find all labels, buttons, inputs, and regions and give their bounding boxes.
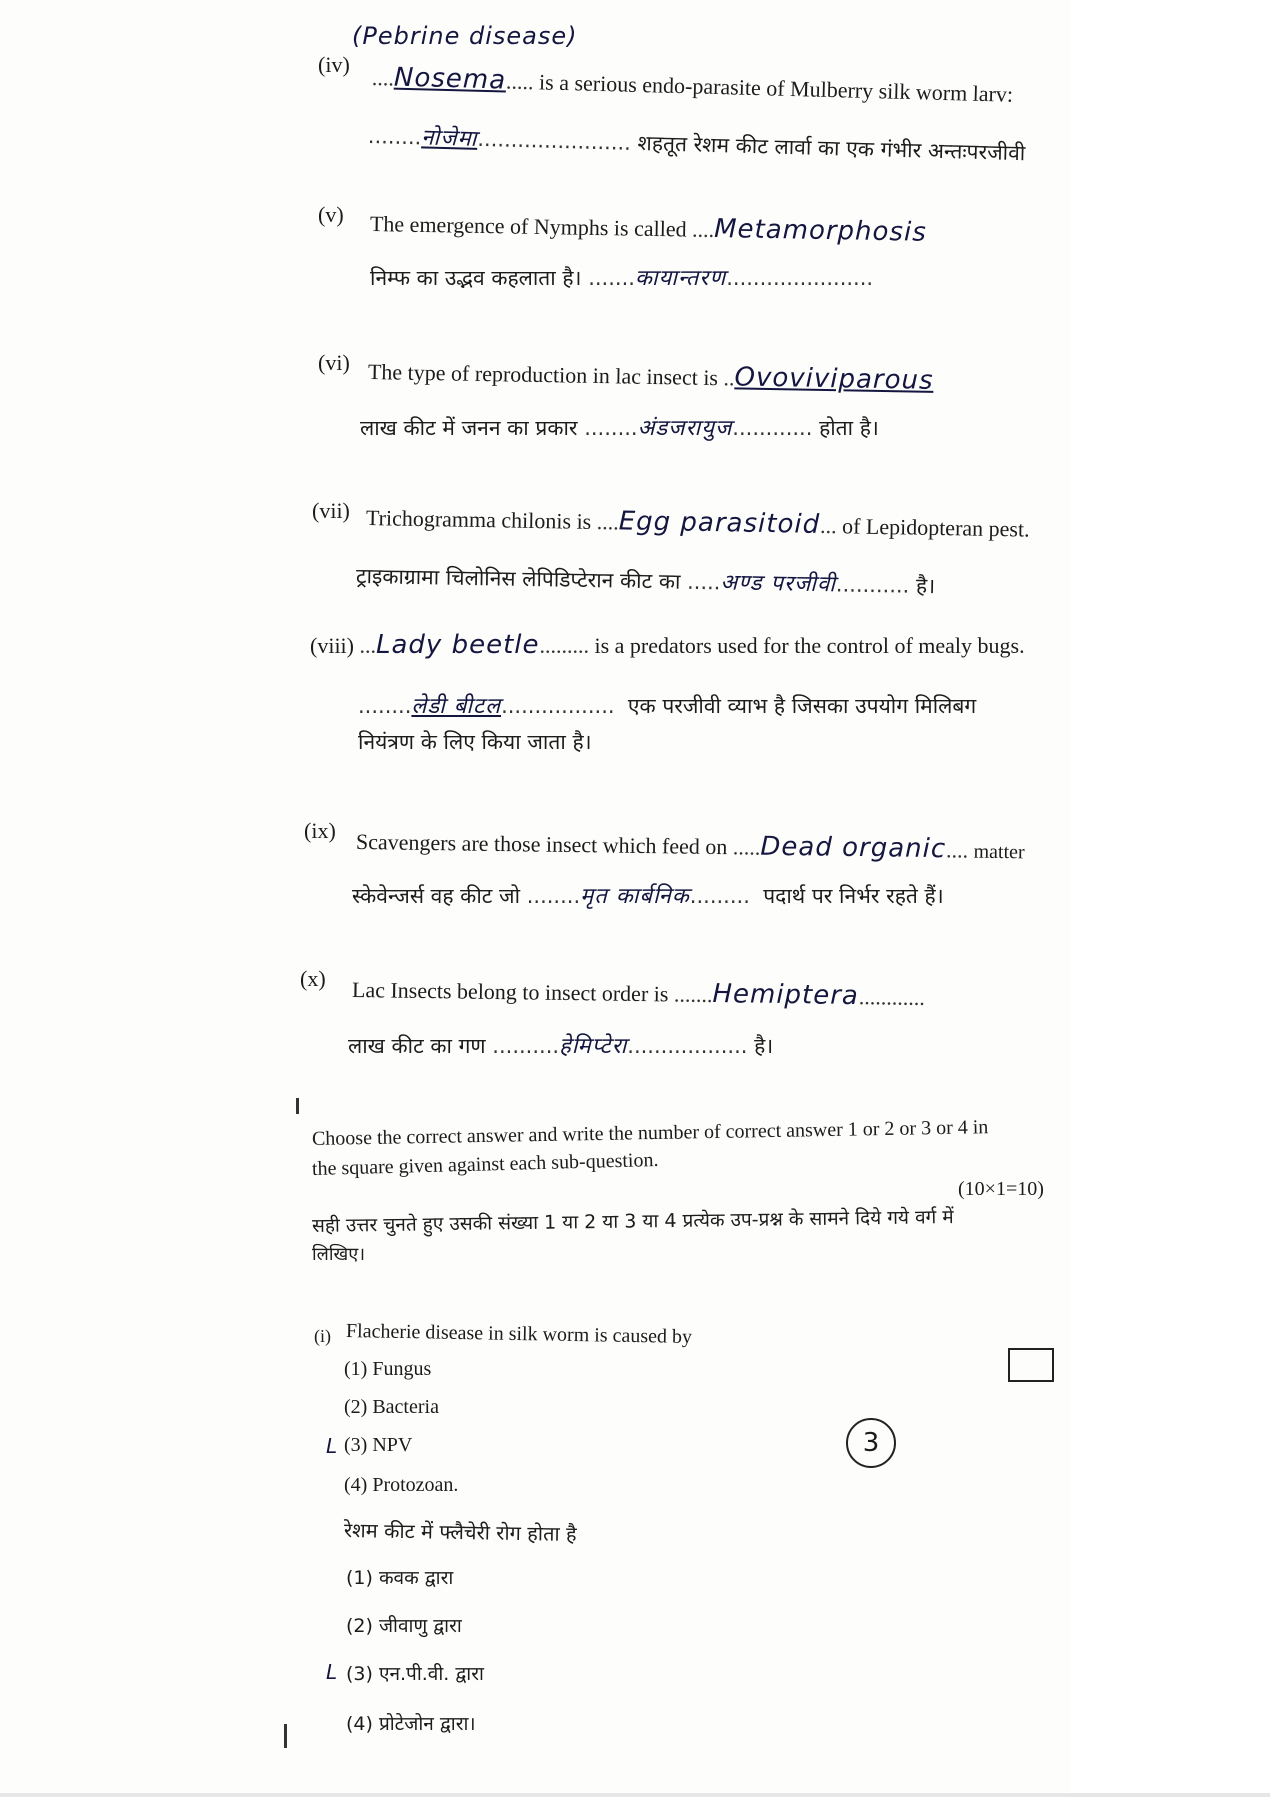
question-text-2: of Lepidopteran pest. (841, 513, 1030, 542)
question-text: The type of reproduction in lac insect is (367, 359, 719, 391)
question-line-en: Trichogramma chilonis is ....Egg parasitoid... of Lepidopteran pest. (365, 505, 1030, 542)
question-end-hi: पदार्थ पर निर्भर रहते हैं। (763, 884, 944, 908)
handwritten-answer-hi: नोजेमा (421, 125, 478, 152)
question-line-en: (viii) ...Lady beetle......... is a predators used for the control of mealy bugs. (310, 630, 1025, 660)
question-text-hi: लाख कीट में जनन का प्रकार (360, 416, 578, 440)
mcq-question-hi: रेशम कीट में फ्लैचेरी रोग होता है (343, 1518, 577, 1547)
question-line-en: The emergence of Nymphs is called ....Metamorphosis (369, 211, 928, 248)
handwritten-answer: Hemiptera (712, 979, 860, 1012)
question-text: is a serious endo-parasite of Mulberry silk worm larv: (538, 69, 1014, 107)
section-instruction-hi-2: लिखिए। (312, 1244, 366, 1265)
mcq-option-hi: (2) जीवाणु द्वारा (346, 1615, 462, 1637)
mcq-option-hi: (3) एन.पी.वी. द्वारा (346, 1663, 484, 1685)
question-text-hi: ट्राइकाग्रामा चिलोनिस लेपिडिप्टेरान कीट का (355, 564, 681, 594)
marks-label: (10×1=10) (958, 1178, 1044, 1200)
tick-mark: L (326, 1660, 339, 1684)
handwritten-answer: Dead organic (760, 831, 947, 865)
mcq-option-hi: (4) प्रोटेजोन द्वारा। (346, 1713, 476, 1735)
handwritten-answer-hi: लेडी बीटल (411, 694, 502, 719)
handwritten-note: (Pebrine disease) (352, 22, 578, 50)
question-number: (x) (300, 966, 326, 991)
question-line-en: The type of reproduction in lac insect is ..Ovoviviparous (367, 359, 934, 396)
mcq-option: (2) Bacteria (344, 1396, 439, 1418)
handwritten-answer-hi: मृत कार्बनिक (580, 884, 690, 909)
question-end-hi: होता है। (819, 416, 879, 440)
section-instruction-en: Choose the correct answer and write the number of correct answer 1 or 2 or 3 or 4 in (311, 1116, 989, 1150)
handwritten-answer-hi: हेमिप्टेरा (559, 1034, 628, 1059)
question-text-hi: लाख कीट का गण (348, 1034, 486, 1058)
mcq-question-en: Flacherie disease in silk worm is caused by (345, 1320, 693, 1349)
question-number: (iv) (318, 52, 350, 77)
question-line-en: ....Nosema..... is a serious endo-parasite of Mulberry silk worm larv: (371, 62, 1014, 107)
section-instruction-en-2: the square given against each sub-question. (311, 1148, 659, 1180)
question-number: (vii) (312, 498, 350, 523)
handwritten-answer: Lady beetle (376, 630, 540, 660)
handwritten-answer: Egg parasitoid (618, 506, 821, 540)
question-line-hi: ........लेडी बीटल................. एक परजीवी व्याभ है जिसका उपयोग मिलिबग (358, 694, 977, 719)
question-text-hi: निम्फ का उद्भव कहलाता है। (370, 266, 582, 290)
question-text-hi: एक परजीवी व्याभ है जिसका उपयोग मिलिबग (627, 694, 977, 718)
question-text: Lac Insects belong to insect order is (351, 977, 669, 1007)
question-end-hi: है। (915, 573, 936, 599)
question-text-hi: शहतूत रेशम कीट लार्वा का एक गंभीर अन्तःपरजीवी (637, 131, 1026, 166)
margin-mark (296, 1098, 299, 1114)
question-text-hi: स्केवेन्जर्स वह कीट जो (352, 884, 521, 908)
page-edge (0, 1793, 1270, 1797)
handwritten-answer-circle: 3 (846, 1418, 896, 1468)
handwritten-answer-hi: अंडजरायुज (637, 416, 733, 441)
question-number: (v) (318, 202, 344, 227)
handwritten-answer: Nosema (393, 62, 507, 96)
question-text: Scavengers are those insect which feed on (355, 829, 728, 860)
question-number: (viii) (310, 633, 354, 658)
question-text: is a predators used for the control of mealy bugs. (594, 633, 1025, 658)
answer-box[interactable] (1008, 1348, 1054, 1382)
question-line-hi: ........नोजेमा....................... शहतूत रेशम कीट लार्वा का एक गंभीर अन्तःपरजीवी (367, 124, 1026, 166)
question-number: (ix) (304, 818, 336, 843)
question-line-hi: ट्राइकाग्रामा चिलोनिस लेपिडिप्टेरान कीट का .....अण्ड परजीवी........... है। (355, 564, 936, 599)
mcq-option: (1) Fungus (344, 1358, 432, 1380)
mcq-number: (i) (314, 1326, 331, 1346)
tick-mark: L (326, 1434, 339, 1458)
section-instruction-hi: सही उत्तर चुनते हुए उसकी संख्या 1 या 2 या 3 या 4 प्रत्येक उप-प्रश्न के सामने दिये गये वर्ग में (311, 1206, 954, 1237)
margin-mark (284, 1724, 287, 1748)
handwritten-answer-hi: कायान्तरण (634, 266, 727, 291)
mcq-option-hi: (1) कवक द्वारा (346, 1567, 454, 1589)
question-text: Trichogramma chilonis is (365, 505, 592, 534)
handwritten-answer-hi: अण्ड परजीवी (720, 570, 837, 598)
handwritten-answer: Metamorphosis (713, 214, 928, 248)
question-text-hi-2: नियंत्रण के लिए किया जाता है। (358, 730, 592, 754)
page-margin (1070, 0, 1270, 1797)
question-line-hi: लाख कीट में जनन का प्रकार ........अंडजरायुज............ होता है। (360, 416, 879, 441)
question-text-2: matter (973, 840, 1025, 864)
question-text: The emergence of Nymphs is called (369, 211, 687, 242)
question-end-hi: है। (754, 1034, 774, 1058)
question-line-en: Scavengers are those insect which feed on .....Dead organic.... matter (355, 829, 1025, 865)
question-line-hi: लाख कीट का गण ..........हेमिप्टेरा.................. है। (348, 1034, 774, 1059)
handwritten-answer: Ovoviviparous (734, 362, 934, 396)
mcq-option: (3) NPV (344, 1434, 413, 1456)
mcq-option: (4) Protozoan. (344, 1474, 459, 1496)
question-number: (vi) (318, 350, 350, 375)
question-line-en: Lac Insects belong to insect order is .......Hemiptera............ (351, 977, 926, 1012)
question-line-hi: स्केवेन्जर्स वह कीट जो ........मृत कार्बनिक......... पदार्थ पर निर्भर रहते हैं। (352, 884, 944, 909)
question-line-hi: निम्फ का उद्भव कहलाता है। .......कायान्तरण...................... (370, 266, 874, 291)
